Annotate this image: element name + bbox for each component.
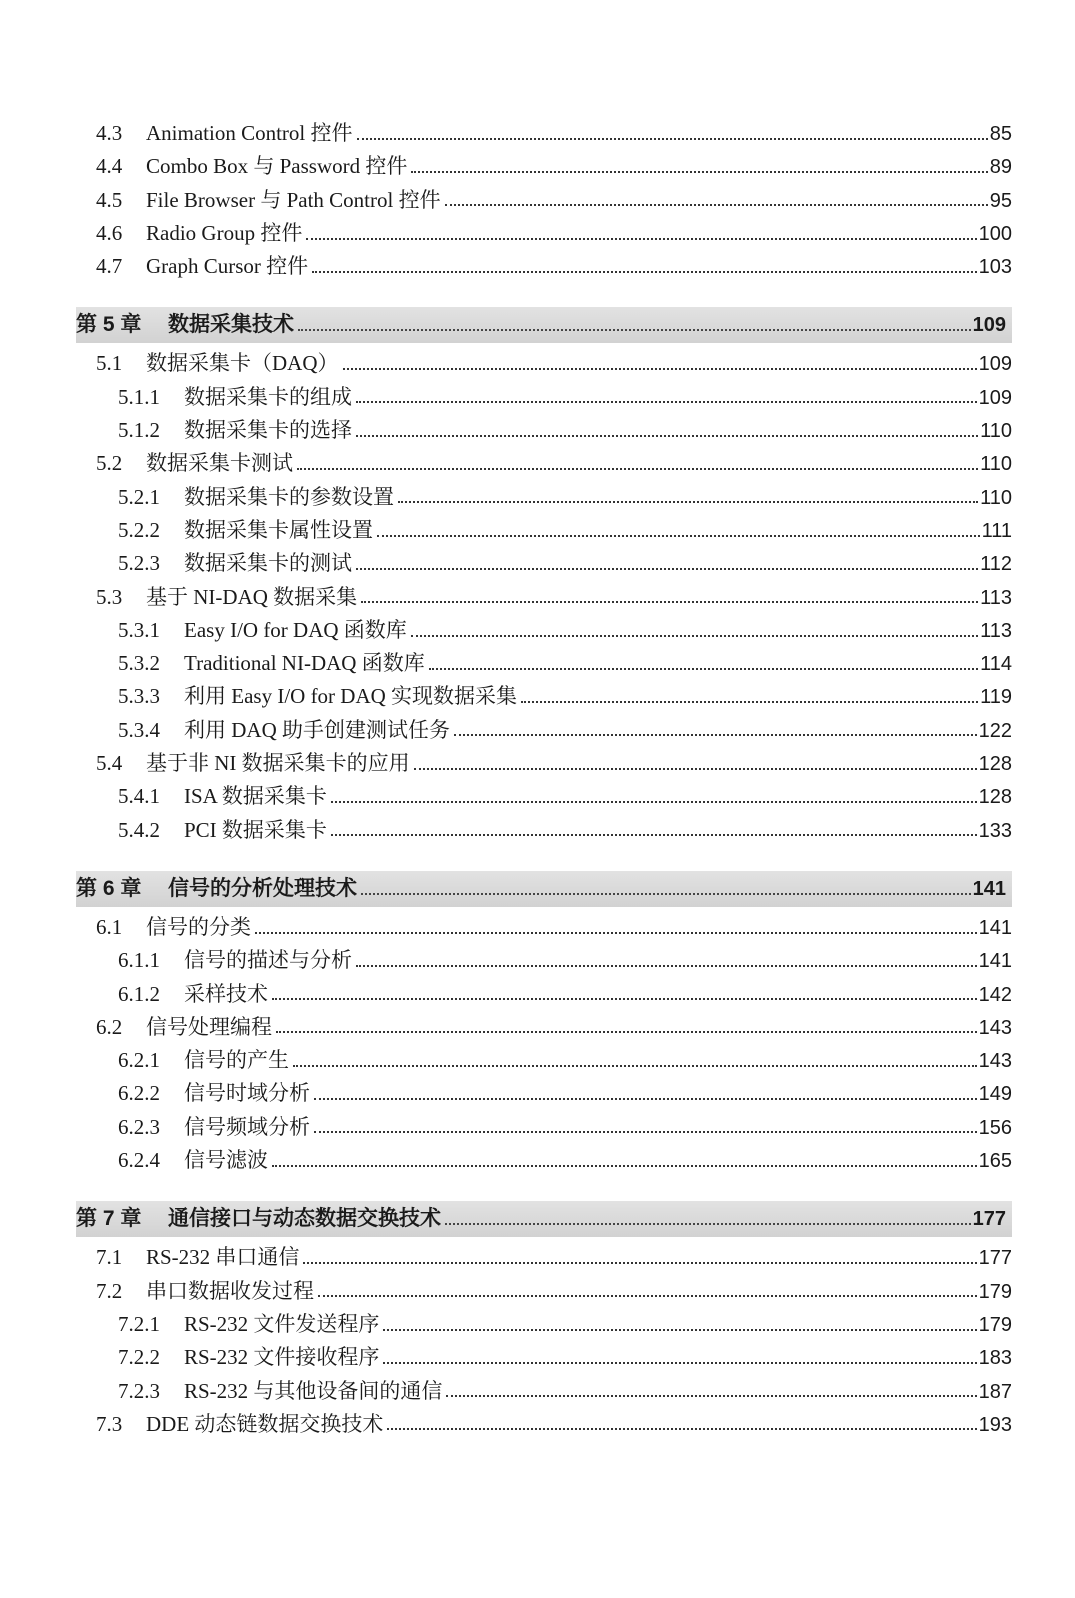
toc-entry-number: 5.2.1 [118,484,160,509]
dot-leader [331,801,977,803]
toc-entry-title: 基于 NI-DAQ 数据采集 [146,584,358,609]
toc-entry-title: 采样技术 [184,981,268,1006]
toc-entry-number: 5.3.3 [118,684,160,709]
toc-entry[interactable] [76,1275,1012,1308]
toc-entry-page-number: 183 [978,1347,1012,1370]
toc-entry-number: 4.5 [96,187,123,212]
toc-entry[interactable] [76,547,1012,580]
toc-entry[interactable] [76,780,1012,813]
toc-entry-number: 第 5 章 [76,313,142,337]
toc-entry[interactable] [76,1111,1012,1144]
toc-entry-title: 数据采集卡的测试 [184,551,352,576]
toc-entry-title: 利用 DAQ 助手创建测试任务 [184,717,450,742]
toc-entry-page-number: 114 [980,653,1012,676]
toc-entry-page-number: 113 [980,586,1012,609]
toc-entry-number: 5.1.2 [118,418,160,443]
toc-entry-page-number: 110 [980,453,1012,476]
toc-entry-number: 5.1.1 [118,384,160,409]
toc-entry-page-number: 177 [972,1208,1006,1231]
toc-entry[interactable] [76,1375,1012,1408]
toc-entry-page-number: 156 [978,1116,1012,1139]
toc-entry-number: 第 6 章 [76,876,142,900]
toc-entry[interactable] [76,1408,1012,1441]
dot-leader [398,501,978,503]
toc-entry-page-number: 110 [980,420,1012,443]
toc-entry-number: 5.2.2 [118,517,160,542]
toc-entry-page-number: 109 [978,386,1012,409]
toc-entry[interactable] [76,217,1012,250]
toc-entry[interactable] [76,1241,1012,1274]
toc-entry-page-number: 109 [972,314,1006,337]
dot-leader [414,768,977,770]
toc-entry[interactable] [76,1077,1012,1110]
toc-entry[interactable] [76,1341,1012,1374]
toc-entry-title: 数据采集卡属性设置 [184,517,373,542]
toc-entry-page-number: 95 [989,189,1012,212]
toc-entry-number: 6.2 [96,1014,123,1039]
toc-entry-number: 7.2 [96,1278,123,1303]
toc-entry[interactable] [76,481,1012,514]
toc-entry-title: 数据采集技术 [168,313,294,337]
toc-entry-page-number: 89 [989,156,1012,179]
toc-entry-page-number: 110 [980,486,1012,509]
toc-entry-number: 6.2.1 [118,1048,160,1073]
toc-entry-title: Traditional NI-DAQ 函数库 [184,651,425,676]
dot-leader [356,568,978,570]
toc-entry-page-number: 128 [978,753,1012,776]
toc-entry[interactable] [76,381,1012,414]
toc-entry-number: 5.3 [96,584,123,609]
toc-entry-page-number: 149 [978,1083,1012,1106]
toc-entry[interactable] [76,581,1012,614]
dot-leader [356,435,978,437]
dot-leader [356,401,977,403]
toc-entry-number: 5.4.2 [118,817,160,842]
toc-entry-page-number: 109 [978,353,1012,376]
toc-entry[interactable] [76,680,1012,713]
toc-entry-title: 通信接口与动态数据交换技术 [168,1207,441,1231]
toc-entry-title: RS-232 文件发送程序 [184,1311,380,1336]
toc-entry-number: 6.1.1 [118,948,160,973]
toc-entry-title: 利用 Easy I/O for DAQ 实现数据采集 [184,684,518,709]
toc-entry-title: 信号频域分析 [184,1114,310,1139]
toc-entry-title: DDE 动态链数据交换技术 [146,1411,384,1436]
dot-leader [454,734,977,736]
dot-leader [383,1362,976,1364]
toc-entry-number: 7.3 [96,1411,123,1436]
toc-chapter-heading[interactable] [76,871,1012,907]
toc-entry-page-number: 100 [978,222,1012,245]
dot-leader [276,1031,977,1033]
toc-entry-title: 信号的分析处理技术 [168,876,357,900]
toc-entry-number: 5.1 [96,351,123,376]
toc-entry-page-number: 143 [978,1050,1012,1073]
toc-entry-number: 6.1 [96,914,123,939]
toc-entry[interactable] [76,1144,1012,1177]
toc-entry[interactable] [76,184,1012,217]
toc-entry[interactable] [76,447,1012,480]
dot-leader [377,535,980,537]
toc-entry-page-number: 112 [980,553,1012,576]
toc-entry-number: 6.2.4 [118,1148,160,1173]
toc-entry-page-number: 85 [989,123,1012,145]
toc-entry-number: 6.2.3 [118,1114,160,1139]
toc-entry-page-number: 142 [978,983,1012,1006]
dot-leader [445,204,988,206]
toc-entry-title: Easy I/O for DAQ 函数库 [184,617,407,642]
toc-entry[interactable] [76,347,1012,380]
toc-entry-page-number: 103 [978,256,1012,279]
toc-entry-title: RS-232 与其他设备间的通信 [184,1378,443,1403]
toc-entry-number: 7.1 [96,1245,123,1270]
dot-leader [297,468,978,470]
toc-entry-number: 4.4 [96,154,123,179]
dot-leader [361,601,978,603]
toc-entry[interactable] [76,1308,1012,1341]
toc-entry-title: 信号的分类 [146,914,251,939]
toc-entry-title: 串口数据收发过程 [146,1278,314,1303]
toc-entry-title: PCI 数据采集卡 [184,817,327,842]
toc-entry[interactable] [76,911,1012,944]
dot-leader [411,171,987,173]
toc-entry-number: 5.4 [96,751,123,776]
dot-leader [314,1098,977,1100]
toc-entry-title: 信号时域分析 [184,1081,310,1106]
toc-entry-number: 5.3.2 [118,651,160,676]
toc-entry-number: 4.6 [96,220,123,245]
dot-leader [306,238,976,240]
dot-leader [255,932,977,934]
toc-entry-page-number: 111 [981,519,1012,542]
toc-entry-page-number: 141 [978,916,1012,939]
toc-entry[interactable] [76,1044,1012,1077]
toc-entry-title: 信号处理编程 [146,1014,272,1039]
toc-entry-title: 数据采集卡的组成 [184,384,352,409]
dot-leader [357,138,988,140]
toc-entry-title: Radio Group 控件 [146,220,303,245]
toc-entry-title: ISA 数据采集卡 [184,784,327,809]
toc-entry[interactable] [76,150,1012,183]
toc-entry[interactable] [76,747,1012,780]
toc-entry-number: 5.4.1 [118,784,160,809]
toc-entry[interactable] [76,117,1012,150]
dot-leader [429,668,978,670]
toc-entry-title: Combo Box 与 Password 控件 [146,154,408,179]
toc-entry-page-number: 187 [978,1380,1012,1403]
toc-entry-title: 信号的产生 [184,1048,289,1073]
toc-entry-number: 7.2.1 [118,1311,160,1336]
toc-entry-page-number: 179 [978,1280,1012,1303]
toc-entry-page-number: 113 [980,619,1012,642]
toc-entry-page-number: 141 [972,877,1006,900]
toc-entry-number: 5.3.1 [118,617,160,642]
toc-entry-title: 数据采集卡的选择 [184,418,352,443]
toc-entry-number: 7.2.3 [118,1378,160,1403]
dot-leader [331,834,977,836]
dot-leader [343,368,977,370]
toc-entry-page-number: 133 [978,819,1012,842]
toc-entry-title: 信号的描述与分析 [184,948,352,973]
toc-entry-page-number: 179 [978,1313,1012,1336]
toc-entry-title: 数据采集卡的参数设置 [184,484,394,509]
toc-entry-title: RS-232 文件接收程序 [184,1345,380,1370]
toc-entry-page-number: 122 [978,719,1012,742]
toc-entry[interactable] [76,944,1012,977]
dot-leader [318,1295,977,1297]
toc-entry[interactable] [76,250,1012,283]
toc-entry-number: 5.2.3 [118,551,160,576]
dot-leader [272,998,977,1000]
toc-entry[interactable] [76,514,1012,547]
toc-entry-page-number: 165 [978,1150,1012,1173]
dot-leader [361,893,971,895]
toc-entry[interactable] [76,814,1012,847]
toc-entry[interactable] [76,1011,1012,1044]
toc-entry-page-number: 193 [978,1413,1012,1436]
dot-leader [314,1131,977,1133]
toc-entry-number: 第 7 章 [76,1207,142,1231]
toc-entry-number: 5.3.4 [118,717,160,742]
toc-entry-number: 7.2.2 [118,1345,160,1370]
toc-entry[interactable] [76,414,1012,447]
toc-entry-number: 6.2.2 [118,1081,160,1106]
dot-leader [446,1395,976,1397]
toc-entry[interactable] [76,647,1012,680]
dot-leader [445,1223,971,1225]
toc-entry[interactable] [76,714,1012,747]
dot-leader [312,271,976,273]
toc-entry-title: 数据采集卡（DAQ） [146,351,339,376]
toc-entry-title: File Browser 与 Path Control 控件 [146,187,441,212]
dot-leader [387,1428,976,1430]
dot-leader [356,965,977,967]
toc-entry-number: 4.3 [96,121,123,145]
toc-entry-title: 信号滤波 [184,1148,268,1173]
toc-entry-title: 数据采集卡测试 [146,451,293,476]
dot-leader [272,1165,977,1167]
toc-entry-title: Graph Cursor 控件 [146,254,309,279]
toc-entry-number: 5.2 [96,451,123,476]
toc-entry-page-number: 119 [980,686,1012,709]
toc-entry-page-number: 141 [978,950,1012,973]
dot-leader [298,329,971,331]
dot-leader [411,635,978,637]
toc-entry-page-number: 143 [978,1016,1012,1039]
toc-entry-page-number: 128 [978,786,1012,809]
toc-entry[interactable] [76,614,1012,647]
dot-leader [293,1065,977,1067]
dot-leader [303,1262,976,1264]
toc-entry-title: Animation Control 控件 [146,121,353,145]
dot-leader [521,701,978,703]
dot-leader [383,1329,976,1331]
toc-entry-page-number: 177 [978,1247,1012,1270]
toc-entry-title: RS-232 串口通信 [146,1245,300,1270]
toc-entry[interactable] [76,978,1012,1011]
toc-entry-number: 4.7 [96,254,123,279]
toc-chapter-heading[interactable] [76,307,1012,343]
toc-chapter-heading[interactable] [76,1201,1012,1237]
toc-entry-number: 6.1.2 [118,981,160,1006]
toc-entry-title: 基于非 NI 数据采集卡的应用 [146,751,410,776]
table-of-contents [76,117,1012,1441]
